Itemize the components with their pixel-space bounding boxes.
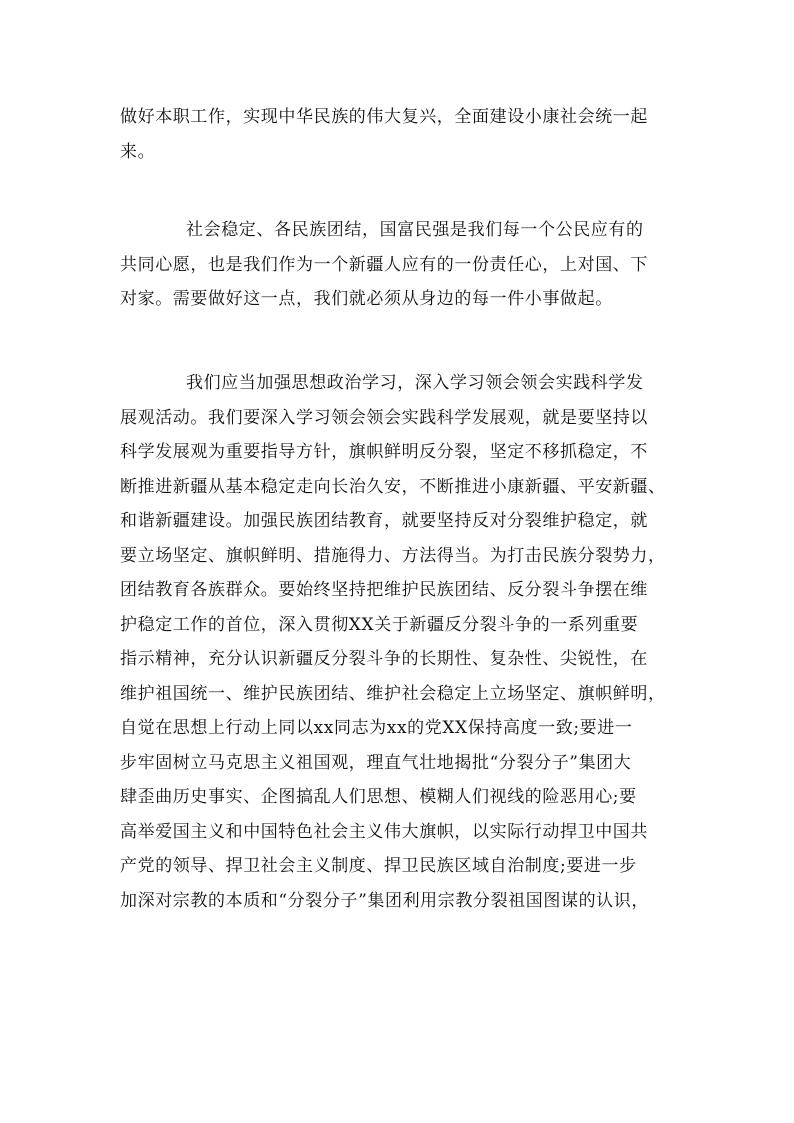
paragraph-line: 展观活动。我们要深入学习领会领会实践科学发展观，就是要坚持以 xyxy=(120,407,648,428)
paragraph-line: 团结教育各族群众。要始终坚持把维护民族团结、反分裂斗争摆在维 xyxy=(120,580,648,600)
paragraph-line: 护稳定工作的首位，深入贯彻XX关于新疆反分裂斗争的一系列重要 xyxy=(120,614,639,635)
paragraph-line: 做好本职工作，实现中华民族的伟大复兴，全面建设小康社会统一起 xyxy=(120,107,648,127)
paragraph-1 xyxy=(120,100,680,169)
paragraph-line: 对家。需要做好这一点，我们就必须从身边的每一件小事做起。 xyxy=(120,289,613,309)
paragraph-line: 步牢固树立马克思主义祖国观，理直气壮地揭批“分裂分子”集团大 xyxy=(120,752,632,773)
paragraph-line: 要立场坚定、旗帜鲜明、措施得力、方法得当。为打击民族分裂势力， xyxy=(120,545,666,566)
paragraph-first-line: 社会稳定、各民族团结，国富民强是我们每一个公民应有的 xyxy=(186,220,644,240)
paragraph-line: 来。 xyxy=(120,141,156,162)
paragraph-2 xyxy=(120,213,680,317)
paragraph-line: 断推进新疆从基本稳定走向长治久安，不断推进小康新疆、平安新疆、 xyxy=(120,476,666,497)
paragraph-line: 指示精神，充分认识新疆反分裂斗争的长期性、复杂性、尖锐性，在 xyxy=(120,649,648,669)
paragraph-line: 加深对宗教的本质和“分裂分子”集团利用宗教分裂祖国图谋的认识， xyxy=(120,890,649,911)
paragraph-line: 肆歪曲历史事实、企图搞乱人们思想、模糊人们视线的险恶用心;要 xyxy=(120,787,637,807)
paragraph-line: 科学发展观为重要指导方针，旗帜鲜明反分裂，坚定不移抓稳定，不 xyxy=(120,442,648,462)
paragraph-line: 自觉在思想上行动上同以xx同志为xx的党XX保持高度一致;要进一 xyxy=(120,718,633,738)
paragraph-line: 和谐新疆建设。加强民族团结教育，就要坚持反对分裂维护稳定，就 xyxy=(120,511,648,531)
paragraph-3 xyxy=(120,366,680,953)
paragraph-line xyxy=(120,918,680,953)
paragraph-line: 维护祖国统一、维护民族团结、维护社会稳定上立场坚定、旗帜鲜明， xyxy=(120,683,666,704)
paragraph-line: 共同心愿，也是我们作为一个新疆人应有的一份责任心，上对国、下 xyxy=(120,254,648,275)
paragraph-first-line: 我们应当加强思想政治学习，深入学习领会领会实践科学发 xyxy=(186,373,644,393)
paragraph-line: 产党的领导、捍卫社会主义制度、捍卫民族区域自治制度;要进一步 xyxy=(120,856,637,876)
paragraph-line: 高举爱国主义和中国特色社会主义伟大旗帜，以实际行动捍卫中国共 xyxy=(120,821,648,842)
